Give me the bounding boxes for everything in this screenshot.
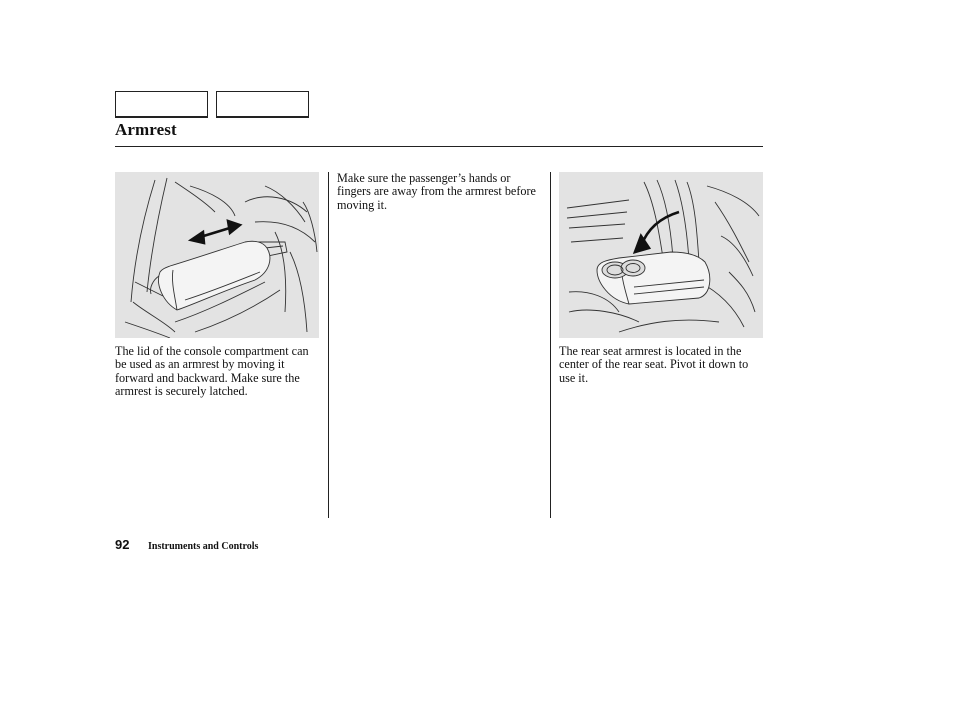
header-tab-box-left	[115, 91, 208, 118]
page-number: 92	[115, 537, 130, 552]
column-divider-2	[550, 172, 551, 518]
page-title: Armrest	[115, 120, 177, 139]
section-name: Instruments and Controls	[148, 541, 259, 552]
header-tab-box-right	[216, 91, 309, 118]
front-console-armrest-illustration	[115, 172, 319, 338]
rear-armrest-icon	[559, 172, 763, 338]
column-3-text: The rear seat armrest is located in the center of the rear seat. Pivot it down to use it.	[559, 344, 749, 385]
column-2-text: Make sure the passenger’s hands or fingers are away from the armrest before moving it.	[337, 171, 536, 212]
front-armrest-icon	[115, 172, 319, 338]
column-divider-1	[328, 172, 329, 518]
title-rule	[115, 146, 763, 147]
column-1-text: The lid of the console compartment can be used as an armrest by moving it forward and backward. Make sure the armrest is securely latched.	[115, 344, 309, 399]
rear-seat-armrest-illustration	[559, 172, 763, 338]
